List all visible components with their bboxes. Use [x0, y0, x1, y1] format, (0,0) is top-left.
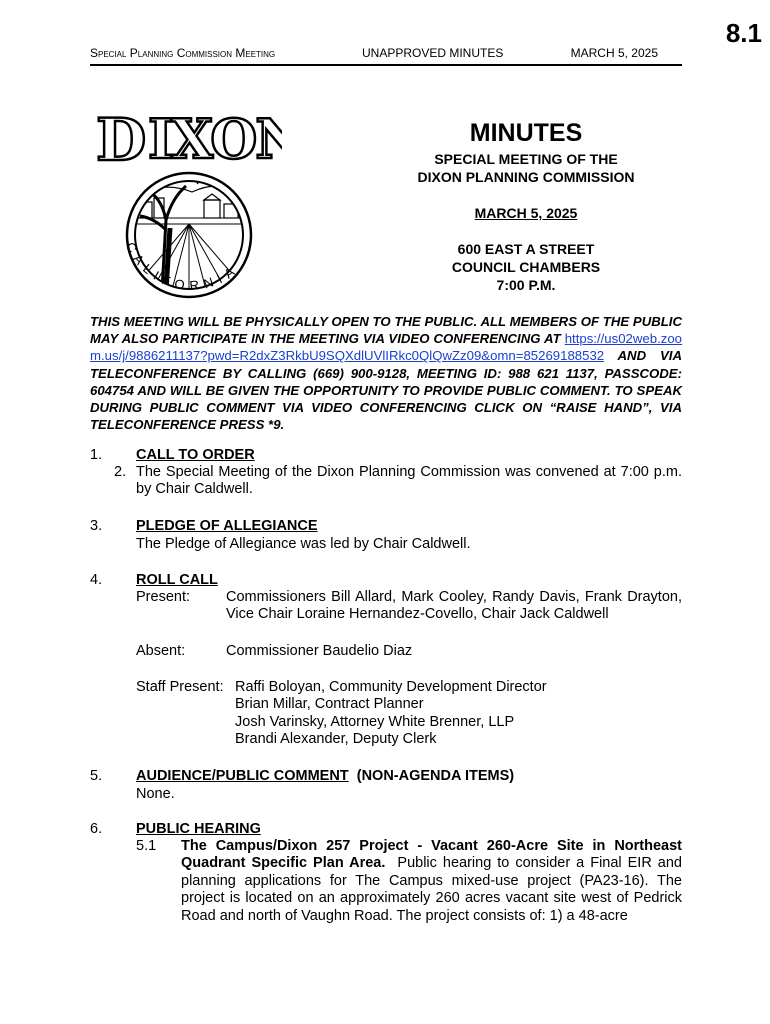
- item-number: 6.: [90, 821, 103, 837]
- agenda-item-number: 8.1: [725, 18, 762, 48]
- notice-text-1: THIS MEETING WILL BE PHYSICALLY OPEN TO THE PUBLIC. ALL MEMBERS OF THE PUBLIC MAY ALSO PARTICIPATE IN THE MEETING VIA VIDEO CONFERENCING AT: [90, 314, 682, 347]
- meeting-time: 7:00 P.M.: [496, 277, 556, 293]
- section-heading: CALL TO ORDER: [136, 447, 255, 463]
- address-line2: COUNCIL CHAMBERS: [451, 259, 601, 275]
- page-header: [90, 46, 682, 66]
- sub-item-body: Public hearing to consider a Final EIR and planning applications for The Campus mixed-use project (PA23-16). The project is located on an approximately 260 acres vacant site west of Pedrick Road and north of Vaughn Road. The project consists of: 1) a 48-acre: [181, 855, 682, 924]
- title-block: [390, 118, 662, 294]
- zoom-link[interactable]: https://us02web.zoom.us/j/9886211137?pwd=R2dxZ3RkbU9SQXdlUVlIRkc0QlQwZz09&omn=85269188532: [90, 331, 682, 364]
- present-label: Present:: [136, 589, 190, 605]
- section-heading: AUDIENCE/PUBLIC COMMENT (NON-AGENDA ITEMS): [136, 768, 515, 784]
- dixon-logo: [92, 100, 282, 300]
- item-number: 4.: [90, 572, 103, 588]
- section-heading: PLEDGE OF ALLEGIANCE: [136, 518, 318, 534]
- header-date: MARCH 5, 2025: [570, 46, 658, 60]
- title-line1: SPECIAL MEETING OF THE: [434, 151, 618, 167]
- item-number: 2.: [114, 464, 127, 480]
- call-to-order-text: The Special Meeting of the Dixon Planning Commission was convened at 7:00 p.m. by Chair Caldwell.: [136, 464, 682, 498]
- item-number: 5.: [90, 768, 103, 784]
- audience-text: None.: [136, 786, 175, 802]
- staff-member: Raffi Boloyan, Community Development Director: [235, 679, 547, 695]
- pledge-text: The Pledge of Allegiance was led by Chair Caldwell.: [136, 536, 471, 552]
- section-heading: PUBLIC HEARING: [136, 821, 261, 837]
- title-line2: DIXON PLANNING COMMISSION: [417, 169, 635, 185]
- public-hearing-item: [181, 838, 682, 925]
- staff-list: [235, 679, 547, 749]
- present-list: Commissioners Bill Allard, Mark Cooley, Randy Davis, Frank Drayton, Vice Chair Loraine Hernandez-Covello, Chair Jack Caldwell: [226, 589, 682, 623]
- public-notice: [90, 313, 682, 433]
- staff-member: Josh Varinsky, Attorney White Brenner, LLP: [235, 713, 515, 730]
- item-number: 1.: [90, 447, 103, 463]
- absent-list: Commissioner Baudelio Diaz: [226, 643, 413, 659]
- absent-label: Absent:: [136, 643, 186, 659]
- meeting-date: MARCH 5, 2025: [474, 205, 578, 221]
- notice-text-2: AND VIA TELECONFERENCE BY CALLING (669) 900-9128, MEETING ID: 988 621 1137, PASSCODE: 604754 AND WILL BE GIVEN THE OPPORTUNITY TO PROVIDE PUBLIC COMMENT. TO SPEAK DURING PUBLIC COMMENT VIA VIDEO CONFERENCING CLICK ON “RAISE HAND”, VIA TELECONFERENCE PRESS *9.: [90, 348, 682, 433]
- item-number: 3.: [90, 518, 103, 534]
- logo-wordmark: [96, 106, 282, 174]
- header-status: UNAPPROVED MINUTES: [362, 46, 504, 60]
- address-line1: 600 EAST A STREET: [457, 241, 595, 257]
- sub-item-number: 5.1: [136, 838, 157, 854]
- staff-member: Brian Millar, Contract Planner: [235, 696, 424, 713]
- sub-item-title: The Campus/Dixon 257 Project - Vacant 260-Acre Site in Northeast Quadrant Specific Plan Area.: [181, 838, 682, 872]
- staff-member: Brandi Alexander, Deputy Clerk: [235, 731, 437, 748]
- svg-text:D: D: [96, 106, 146, 174]
- staff-label: Staff Present:: [136, 679, 224, 695]
- page-title: MINUTES: [469, 119, 583, 147]
- header-meeting-type: Special Planning Commission Meeting: [90, 46, 276, 60]
- logo-state: CALIFORNIA: [122, 239, 243, 294]
- svg-text:IXON: IXON: [148, 107, 282, 171]
- section-heading: ROLL CALL: [136, 572, 218, 588]
